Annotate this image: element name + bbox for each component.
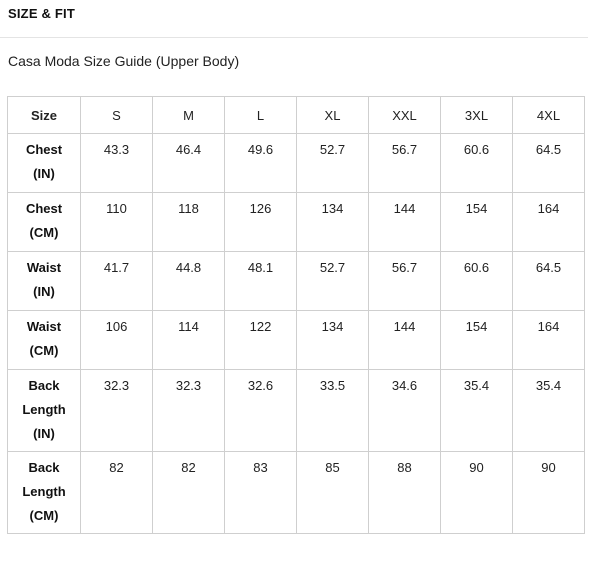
table-cell: 44.8 bbox=[153, 252, 225, 311]
table-row bbox=[8, 370, 585, 452]
table-cell: 110 bbox=[81, 193, 153, 252]
table-cell: 90 bbox=[441, 452, 513, 534]
table-cell: 154 bbox=[441, 311, 513, 370]
table-cell: 32.3 bbox=[153, 370, 225, 452]
table-cell: 90 bbox=[513, 452, 585, 534]
row-label bbox=[8, 134, 81, 193]
table-cell: 52.7 bbox=[297, 134, 369, 193]
table-body bbox=[8, 134, 585, 534]
row-label-line: Back bbox=[28, 460, 60, 475]
column-header-3xl: 3XL bbox=[441, 97, 513, 134]
row-label-line: Length bbox=[22, 484, 66, 499]
table-cell: 35.4 bbox=[441, 370, 513, 452]
column-header-xl: XL bbox=[297, 97, 369, 134]
row-label-line: (IN) bbox=[33, 166, 55, 181]
table-cell: 164 bbox=[513, 193, 585, 252]
table-cell: 144 bbox=[369, 311, 441, 370]
column-header-xxl: XXL bbox=[369, 97, 441, 134]
row-label-line: Back bbox=[28, 378, 60, 393]
table-cell: 83 bbox=[225, 452, 297, 534]
table-cell: 43.3 bbox=[81, 134, 153, 193]
divider bbox=[0, 37, 588, 38]
table-cell: 56.7 bbox=[369, 252, 441, 311]
table-header-row bbox=[8, 97, 585, 134]
row-label bbox=[8, 370, 81, 452]
column-header-size: Size bbox=[8, 97, 81, 134]
table-cell: 35.4 bbox=[513, 370, 585, 452]
table-cell: 32.6 bbox=[225, 370, 297, 452]
column-header-m: M bbox=[153, 97, 225, 134]
table-row bbox=[8, 134, 585, 193]
table-cell: 126 bbox=[225, 193, 297, 252]
row-label-line: (CM) bbox=[29, 343, 59, 358]
size-guide-title: Casa Moda Size Guide (Upper Body) bbox=[8, 53, 240, 69]
table-row bbox=[8, 252, 585, 311]
table-cell: 64.5 bbox=[513, 134, 585, 193]
table-cell: 154 bbox=[441, 193, 513, 252]
table-row bbox=[8, 452, 585, 534]
table-cell: 41.7 bbox=[81, 252, 153, 311]
size-table bbox=[7, 96, 585, 534]
row-label-line: Chest bbox=[25, 142, 63, 157]
row-label-line: (IN) bbox=[33, 284, 55, 299]
table-cell: 34.6 bbox=[369, 370, 441, 452]
section-header: SIZE & FIT bbox=[8, 6, 75, 21]
table-cell: 49.6 bbox=[225, 134, 297, 193]
table-cell: 88 bbox=[369, 452, 441, 534]
column-header-l: L bbox=[225, 97, 297, 134]
table-cell: 134 bbox=[297, 193, 369, 252]
table-cell: 46.4 bbox=[153, 134, 225, 193]
row-label bbox=[8, 252, 81, 311]
row-label-line: (CM) bbox=[29, 225, 59, 240]
table-cell: 82 bbox=[153, 452, 225, 534]
table-cell: 106 bbox=[81, 311, 153, 370]
row-label bbox=[8, 311, 81, 370]
column-header-4xl: 4XL bbox=[513, 97, 585, 134]
table-cell: 56.7 bbox=[369, 134, 441, 193]
table-cell: 144 bbox=[369, 193, 441, 252]
table-cell: 64.5 bbox=[513, 252, 585, 311]
table-cell: 82 bbox=[81, 452, 153, 534]
table-cell: 60.6 bbox=[441, 252, 513, 311]
table-cell: 60.6 bbox=[441, 134, 513, 193]
row-label-line: Chest bbox=[25, 201, 63, 216]
table-cell: 134 bbox=[297, 311, 369, 370]
table-cell: 122 bbox=[225, 311, 297, 370]
row-label-line: Length bbox=[22, 402, 66, 417]
table-cell: 33.5 bbox=[297, 370, 369, 452]
table-cell: 114 bbox=[153, 311, 225, 370]
row-label bbox=[8, 193, 81, 252]
row-label-line: (CM) bbox=[29, 508, 59, 523]
row-label-line: Waist bbox=[26, 260, 62, 275]
table-row bbox=[8, 311, 585, 370]
column-header-s: S bbox=[81, 97, 153, 134]
table-cell: 118 bbox=[153, 193, 225, 252]
table-cell: 85 bbox=[297, 452, 369, 534]
row-label-line: Waist bbox=[26, 319, 62, 334]
table-cell: 32.3 bbox=[81, 370, 153, 452]
row-label-line: (IN) bbox=[33, 426, 55, 441]
table-cell: 52.7 bbox=[297, 252, 369, 311]
row-label bbox=[8, 452, 81, 534]
table-cell: 48.1 bbox=[225, 252, 297, 311]
table-row bbox=[8, 193, 585, 252]
table-cell: 164 bbox=[513, 311, 585, 370]
